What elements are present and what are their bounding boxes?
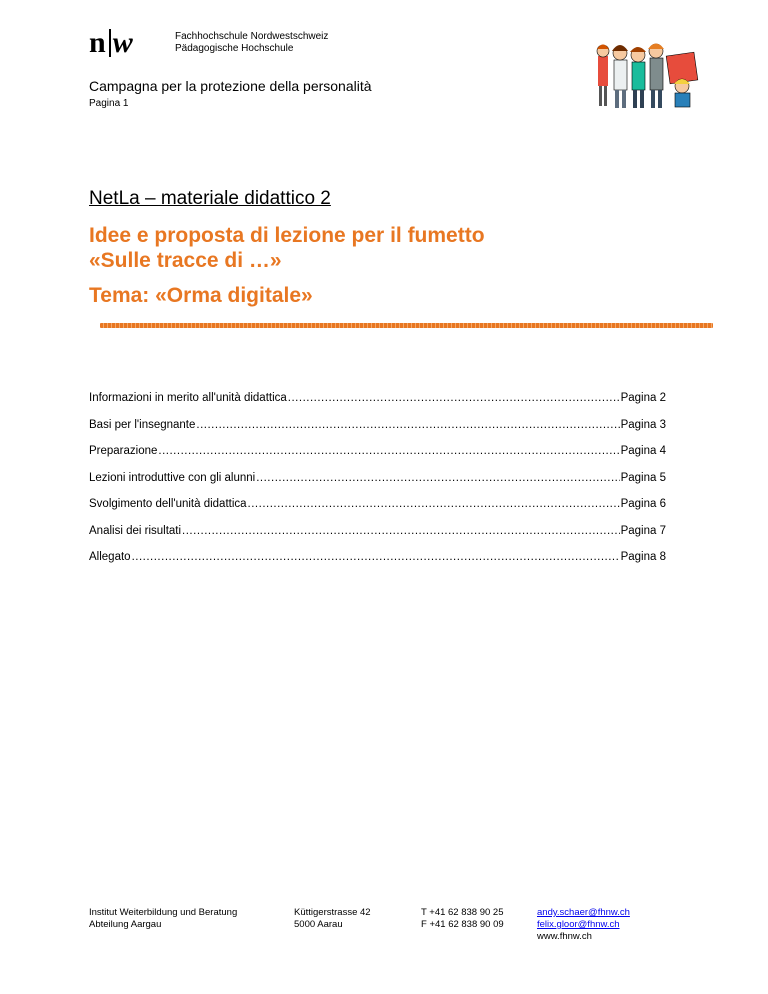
toc-entry[interactable] bbox=[89, 392, 666, 419]
topic-subtitle: Tema: «Orma digitale» bbox=[89, 284, 313, 307]
children-illustration bbox=[596, 40, 700, 110]
toc-page: Pagina 7 bbox=[620, 524, 666, 537]
toc-label: Analisi dei risultati bbox=[89, 524, 182, 537]
footer-phone bbox=[421, 907, 504, 931]
toc-entry[interactable] bbox=[89, 551, 666, 578]
institution-line2: Pädagogische Hochschule bbox=[175, 43, 294, 54]
email-link-andy[interactable]: andy.schaer@fhnw.ch bbox=[537, 907, 630, 918]
page-number: Pagina 1 bbox=[89, 98, 129, 109]
institution-line1: Fachhochschule Nordwestschweiz bbox=[175, 31, 329, 42]
footer-city: 5000 Aarau bbox=[294, 919, 343, 930]
toc-label: Informazioni in merito all'unità didattica bbox=[89, 392, 287, 404]
toc-page: Pagina 4 bbox=[620, 445, 666, 457]
toc-page: Pagina 2 bbox=[620, 392, 666, 404]
title-line2: «Sulle tracce di …» bbox=[89, 249, 282, 272]
toc-leader bbox=[288, 392, 620, 404]
footer-website: www.fhnw.ch bbox=[537, 931, 592, 942]
fhnw-logo bbox=[89, 28, 134, 59]
material-heading: NetLa – materiale didattico 2 bbox=[89, 188, 331, 209]
toc-entry[interactable] bbox=[89, 525, 666, 552]
toc-label: Svolgimento dell'unità didattica bbox=[89, 498, 247, 510]
toc-label: Lezioni introduttive con gli alunni bbox=[89, 471, 256, 484]
footer-department: Abteilung Aargau bbox=[89, 919, 162, 930]
footer-institute bbox=[89, 907, 237, 931]
document-title bbox=[89, 223, 485, 273]
toc-leader bbox=[256, 472, 619, 484]
table-of-contents bbox=[89, 392, 666, 578]
toc-label: Allegato bbox=[89, 551, 131, 563]
toc-entry[interactable] bbox=[89, 472, 666, 499]
institution-name bbox=[175, 31, 328, 55]
toc-leader bbox=[158, 445, 619, 457]
toc-leader bbox=[196, 419, 619, 431]
toc-leader bbox=[132, 551, 620, 563]
toc-entry[interactable] bbox=[89, 445, 666, 472]
toc-page: Pagina 3 bbox=[620, 418, 666, 431]
title-line1: Idee e proposta di lezione per il fumetto bbox=[89, 224, 485, 247]
toc-label: Basi per l'insegnante bbox=[89, 418, 196, 431]
footer-contact bbox=[537, 907, 630, 943]
footer-fax: F +41 62 838 90 09 bbox=[421, 919, 504, 930]
email-link-felix[interactable]: felix.gloor@fhnw.ch bbox=[537, 919, 620, 930]
toc-page: Pagina 6 bbox=[620, 498, 666, 510]
footer-institute-name: Institut Weiterbildung und Beratung bbox=[89, 907, 238, 918]
footer-telephone: T +41 62 838 90 25 bbox=[421, 907, 504, 918]
campaign-title: Campagna per la protezione della personalità bbox=[89, 78, 372, 94]
toc-page: Pagina 5 bbox=[620, 471, 666, 484]
logo-mark: n w bbox=[89, 26, 134, 59]
footer-street: Küttigerstrasse 42 bbox=[294, 907, 371, 918]
toc-label: Preparazione bbox=[89, 445, 158, 457]
toc-entry[interactable] bbox=[89, 498, 666, 525]
toc-page: Pagina 8 bbox=[620, 551, 666, 563]
toc-leader bbox=[182, 525, 620, 537]
footer-address bbox=[294, 907, 371, 931]
orange-divider bbox=[100, 323, 713, 328]
toc-entry[interactable] bbox=[89, 419, 666, 446]
toc-leader bbox=[248, 498, 620, 510]
